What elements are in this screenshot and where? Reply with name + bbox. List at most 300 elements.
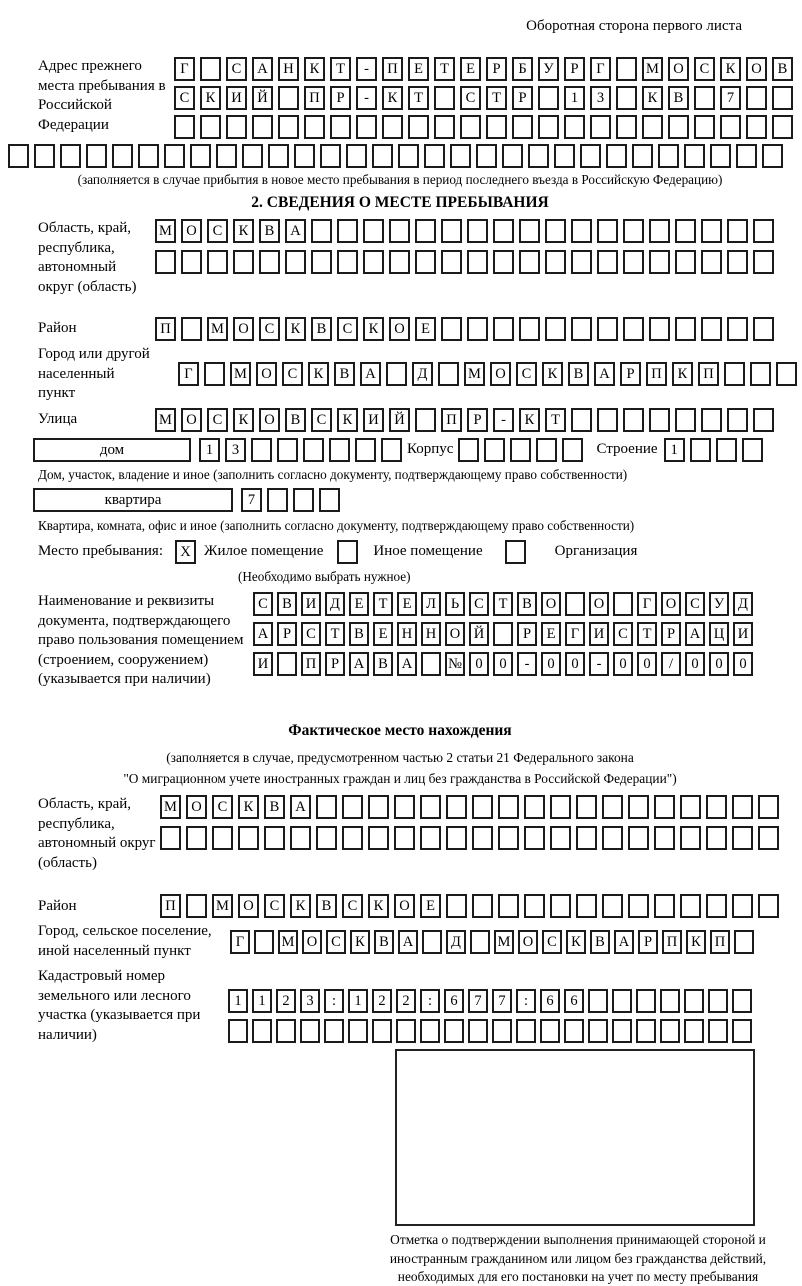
char-cell[interactable] — [316, 795, 337, 819]
char-cell[interactable]: Р — [486, 57, 507, 81]
char-cell[interactable]: С — [301, 622, 321, 646]
char-cell[interactable]: М — [160, 795, 181, 819]
char-cell[interactable] — [538, 86, 559, 110]
char-cell[interactable]: Р — [277, 622, 297, 646]
char-cell[interactable] — [660, 1019, 680, 1043]
char-cell[interactable]: 7 — [492, 989, 512, 1013]
char-cell[interactable]: И — [363, 408, 384, 432]
char-cell[interactable] — [468, 1019, 488, 1043]
char-cell[interactable]: С — [207, 408, 228, 432]
char-cell[interactable]: И — [589, 622, 609, 646]
char-cell[interactable] — [382, 115, 403, 139]
char-cell[interactable] — [112, 144, 133, 168]
char-cell[interactable] — [727, 317, 748, 341]
char-cell[interactable] — [613, 592, 633, 616]
char-cell[interactable]: В — [277, 592, 297, 616]
char-cell[interactable]: Д — [446, 930, 466, 954]
char-cell[interactable] — [372, 1019, 392, 1043]
char-cell[interactable] — [441, 317, 462, 341]
char-cell[interactable] — [138, 144, 159, 168]
char-cell[interactable]: М — [464, 362, 485, 386]
char-cell[interactable] — [278, 115, 299, 139]
char-cell[interactable] — [571, 408, 592, 432]
char-cell[interactable] — [60, 144, 81, 168]
char-cell[interactable]: 6 — [540, 989, 560, 1013]
char-cell[interactable] — [320, 144, 341, 168]
char-cell[interactable] — [446, 826, 467, 850]
char-cell[interactable] — [545, 250, 566, 274]
char-cell[interactable] — [724, 362, 745, 386]
char-cell[interactable]: О — [259, 408, 280, 432]
char-cell[interactable]: М — [642, 57, 663, 81]
char-cell[interactable]: М — [155, 408, 176, 432]
char-cell[interactable] — [278, 86, 299, 110]
char-cell[interactable]: О — [302, 930, 322, 954]
char-cell[interactable]: А — [614, 930, 634, 954]
char-cell[interactable]: Й — [389, 408, 410, 432]
char-cell[interactable]: В — [316, 894, 337, 918]
char-cell[interactable] — [623, 219, 644, 243]
char-cell[interactable] — [492, 1019, 512, 1043]
char-cell[interactable]: 3 — [590, 86, 611, 110]
char-cell[interactable]: П — [382, 57, 403, 81]
char-cell[interactable]: - — [589, 652, 609, 676]
char-cell[interactable] — [356, 115, 377, 139]
char-cell[interactable]: К — [672, 362, 693, 386]
char-cell[interactable] — [602, 826, 623, 850]
char-cell[interactable] — [290, 826, 311, 850]
char-cell[interactable]: Р — [638, 930, 658, 954]
char-cell[interactable] — [706, 826, 727, 850]
char-cell[interactable] — [623, 408, 644, 432]
char-cell[interactable] — [654, 826, 675, 850]
char-cell[interactable]: А — [398, 930, 418, 954]
char-cell[interactable]: К — [519, 408, 540, 432]
char-cell[interactable] — [776, 362, 797, 386]
char-cell[interactable]: В — [374, 930, 394, 954]
char-cell[interactable]: С — [516, 362, 537, 386]
char-cell[interactable]: № — [445, 652, 465, 676]
char-cell[interactable] — [422, 930, 442, 954]
char-cell[interactable] — [493, 317, 514, 341]
char-cell[interactable] — [616, 57, 637, 81]
char-cell[interactable]: А — [360, 362, 381, 386]
char-cell[interactable]: 0 — [613, 652, 633, 676]
char-cell[interactable] — [470, 930, 490, 954]
char-cell[interactable]: С — [226, 57, 247, 81]
char-cell[interactable] — [34, 144, 55, 168]
char-cell[interactable]: Т — [486, 86, 507, 110]
char-cell[interactable] — [226, 115, 247, 139]
char-cell[interactable]: О — [394, 894, 415, 918]
char-cell[interactable]: 1 — [199, 438, 220, 462]
char-cell[interactable] — [186, 826, 207, 850]
char-cell[interactable]: Е — [460, 57, 481, 81]
char-cell[interactable] — [576, 795, 597, 819]
char-cell[interactable]: Р — [620, 362, 641, 386]
char-cell[interactable] — [708, 1019, 728, 1043]
char-cell[interactable] — [588, 1019, 608, 1043]
char-cell[interactable]: С — [212, 795, 233, 819]
char-cell[interactable]: В — [668, 86, 689, 110]
char-cell[interactable]: 2 — [396, 989, 416, 1013]
char-cell[interactable]: Е — [349, 592, 369, 616]
char-cell[interactable]: С — [174, 86, 195, 110]
char-cell[interactable] — [649, 317, 670, 341]
char-cell[interactable]: - — [517, 652, 537, 676]
char-cell[interactable] — [753, 408, 774, 432]
char-cell[interactable] — [680, 894, 701, 918]
char-cell[interactable]: И — [226, 86, 247, 110]
char-cell[interactable] — [300, 1019, 320, 1043]
char-cell[interactable]: 0 — [565, 652, 585, 676]
char-cell[interactable]: Д — [412, 362, 433, 386]
char-cell[interactable] — [727, 219, 748, 243]
char-cell[interactable]: 7 — [468, 989, 488, 1013]
char-cell[interactable] — [441, 219, 462, 243]
char-cell[interactable] — [720, 115, 741, 139]
char-cell[interactable] — [580, 144, 601, 168]
char-cell[interactable]: Т — [493, 592, 513, 616]
char-cell[interactable] — [571, 317, 592, 341]
char-cell[interactable] — [472, 826, 493, 850]
char-cell[interactable] — [694, 86, 715, 110]
char-cell[interactable]: А — [349, 652, 369, 676]
char-cell[interactable]: В — [311, 317, 332, 341]
char-cell[interactable] — [758, 826, 779, 850]
char-cell[interactable] — [675, 408, 696, 432]
char-cell[interactable]: В — [568, 362, 589, 386]
char-cell[interactable]: А — [594, 362, 615, 386]
char-cell[interactable] — [355, 438, 376, 462]
char-cell[interactable]: С — [542, 930, 562, 954]
char-cell[interactable] — [545, 317, 566, 341]
char-cell[interactable]: О — [746, 57, 767, 81]
char-cell[interactable]: К — [720, 57, 741, 81]
char-cell[interactable] — [519, 219, 540, 243]
char-cell[interactable] — [636, 1019, 656, 1043]
char-cell[interactable] — [342, 795, 363, 819]
char-cell[interactable]: Т — [434, 57, 455, 81]
char-cell[interactable] — [200, 57, 221, 81]
char-cell[interactable] — [329, 438, 350, 462]
char-cell[interactable]: Р — [512, 86, 533, 110]
char-cell[interactable]: - — [356, 57, 377, 81]
char-cell[interactable]: О — [181, 219, 202, 243]
char-cell[interactable]: К — [542, 362, 563, 386]
char-cell[interactable]: К — [337, 408, 358, 432]
char-cell[interactable] — [498, 795, 519, 819]
char-cell[interactable] — [694, 115, 715, 139]
char-cell[interactable]: О — [445, 622, 465, 646]
char-cell[interactable]: Р — [564, 57, 585, 81]
char-cell[interactable]: О — [181, 408, 202, 432]
char-cell[interactable] — [337, 250, 358, 274]
char-cell[interactable]: 0 — [709, 652, 729, 676]
char-cell[interactable] — [460, 115, 481, 139]
char-cell[interactable] — [649, 219, 670, 243]
char-cell[interactable]: Й — [469, 622, 489, 646]
checkbox-residential[interactable]: X — [175, 540, 196, 564]
char-cell[interactable] — [628, 894, 649, 918]
char-cell[interactable] — [538, 115, 559, 139]
char-cell[interactable] — [438, 362, 459, 386]
char-cell[interactable]: Г — [565, 622, 585, 646]
char-cell[interactable]: Ь — [445, 592, 465, 616]
char-cell[interactable] — [753, 219, 774, 243]
char-cell[interactable]: / — [661, 652, 681, 676]
char-cell[interactable] — [363, 250, 384, 274]
char-cell[interactable] — [493, 219, 514, 243]
char-cell[interactable]: 6 — [444, 989, 464, 1013]
char-cell[interactable]: С — [469, 592, 489, 616]
char-cell[interactable]: Г — [637, 592, 657, 616]
char-cell[interactable] — [746, 115, 767, 139]
char-cell[interactable] — [675, 219, 696, 243]
char-cell[interactable]: Е — [415, 317, 436, 341]
char-cell[interactable]: 1 — [228, 989, 248, 1013]
char-cell[interactable]: К — [285, 317, 306, 341]
char-cell[interactable] — [654, 894, 675, 918]
char-cell[interactable]: 7 — [241, 488, 262, 512]
char-cell[interactable] — [680, 826, 701, 850]
char-cell[interactable] — [493, 622, 513, 646]
char-cell[interactable]: Й — [252, 86, 273, 110]
char-cell[interactable]: 0 — [469, 652, 489, 676]
char-cell[interactable]: М — [230, 362, 251, 386]
char-cell[interactable]: - — [356, 86, 377, 110]
char-cell[interactable]: С — [342, 894, 363, 918]
char-cell[interactable]: О — [541, 592, 561, 616]
char-cell[interactable]: М — [278, 930, 298, 954]
char-cell[interactable] — [649, 408, 670, 432]
char-cell[interactable] — [372, 144, 393, 168]
char-cell[interactable]: 1 — [664, 438, 685, 462]
char-cell[interactable]: В — [517, 592, 537, 616]
char-cell[interactable] — [701, 219, 722, 243]
char-cell[interactable]: Ц — [709, 622, 729, 646]
char-cell[interactable] — [398, 144, 419, 168]
char-cell[interactable]: Т — [330, 57, 351, 81]
char-cell[interactable] — [190, 144, 211, 168]
char-cell[interactable]: О — [389, 317, 410, 341]
char-cell[interactable] — [164, 144, 185, 168]
char-cell[interactable] — [758, 894, 779, 918]
char-cell[interactable]: М — [494, 930, 514, 954]
char-cell[interactable]: 0 — [685, 652, 705, 676]
char-cell[interactable] — [732, 795, 753, 819]
char-cell[interactable]: В — [373, 652, 393, 676]
char-cell[interactable] — [294, 144, 315, 168]
char-cell[interactable]: В — [259, 219, 280, 243]
char-cell[interactable] — [732, 989, 752, 1013]
char-cell[interactable]: С — [694, 57, 715, 81]
char-cell[interactable]: К — [304, 57, 325, 81]
char-cell[interactable]: А — [397, 652, 417, 676]
char-cell[interactable] — [736, 144, 757, 168]
char-cell[interactable]: 1 — [564, 86, 585, 110]
char-cell[interactable] — [324, 1019, 344, 1043]
char-cell[interactable]: К — [566, 930, 586, 954]
char-cell[interactable]: К — [200, 86, 221, 110]
char-cell[interactable] — [207, 250, 228, 274]
char-cell[interactable] — [602, 894, 623, 918]
char-cell[interactable] — [446, 894, 467, 918]
char-cell[interactable]: Р — [330, 86, 351, 110]
char-cell[interactable] — [690, 438, 711, 462]
char-cell[interactable] — [484, 438, 505, 462]
char-cell[interactable]: К — [382, 86, 403, 110]
char-cell[interactable]: П — [698, 362, 719, 386]
char-cell[interactable]: О — [238, 894, 259, 918]
char-cell[interactable] — [267, 488, 288, 512]
char-cell[interactable] — [472, 894, 493, 918]
char-cell[interactable] — [550, 894, 571, 918]
char-cell[interactable] — [420, 795, 441, 819]
char-cell[interactable] — [486, 115, 507, 139]
char-cell[interactable]: 2 — [276, 989, 296, 1013]
char-cell[interactable]: 6 — [564, 989, 584, 1013]
char-cell[interactable] — [415, 219, 436, 243]
char-cell[interactable] — [450, 144, 471, 168]
char-cell[interactable] — [212, 826, 233, 850]
char-cell[interactable]: К — [363, 317, 384, 341]
char-cell[interactable] — [772, 86, 793, 110]
char-cell[interactable]: Р — [325, 652, 345, 676]
char-cell[interactable]: 1 — [348, 989, 368, 1013]
char-cell[interactable] — [623, 250, 644, 274]
char-cell[interactable]: 0 — [493, 652, 513, 676]
char-cell[interactable] — [316, 826, 337, 850]
char-cell[interactable] — [415, 250, 436, 274]
char-cell[interactable] — [155, 250, 176, 274]
char-cell[interactable] — [408, 115, 429, 139]
char-cell[interactable] — [512, 115, 533, 139]
char-cell[interactable] — [588, 989, 608, 1013]
char-cell[interactable]: О — [668, 57, 689, 81]
char-cell[interactable]: П — [304, 86, 325, 110]
char-cell[interactable] — [472, 795, 493, 819]
char-cell[interactable] — [524, 894, 545, 918]
char-cell[interactable] — [565, 592, 585, 616]
char-cell[interactable]: К — [368, 894, 389, 918]
char-cell[interactable] — [516, 1019, 536, 1043]
char-cell[interactable] — [204, 362, 225, 386]
char-cell[interactable] — [727, 250, 748, 274]
char-cell[interactable]: К — [686, 930, 706, 954]
char-cell[interactable] — [597, 219, 618, 243]
char-cell[interactable]: Р — [517, 622, 537, 646]
char-cell[interactable] — [710, 144, 731, 168]
char-cell[interactable]: Н — [421, 622, 441, 646]
char-cell[interactable] — [684, 144, 705, 168]
char-cell[interactable]: Т — [408, 86, 429, 110]
char-cell[interactable] — [238, 826, 259, 850]
char-cell[interactable]: : — [420, 989, 440, 1013]
char-cell[interactable]: И — [301, 592, 321, 616]
char-cell[interactable]: О — [661, 592, 681, 616]
char-cell[interactable] — [675, 250, 696, 274]
char-cell[interactable]: Л — [421, 592, 441, 616]
char-cell[interactable]: А — [290, 795, 311, 819]
char-cell[interactable]: П — [662, 930, 682, 954]
char-cell[interactable]: 3 — [225, 438, 246, 462]
char-cell[interactable] — [276, 1019, 296, 1043]
char-cell[interactable]: М — [212, 894, 233, 918]
char-cell[interactable]: И — [253, 652, 273, 676]
char-cell[interactable]: Н — [397, 622, 417, 646]
char-cell[interactable]: Р — [467, 408, 488, 432]
char-cell[interactable] — [753, 317, 774, 341]
char-cell[interactable]: Т — [637, 622, 657, 646]
char-cell[interactable]: К — [290, 894, 311, 918]
char-cell[interactable] — [446, 795, 467, 819]
char-cell[interactable] — [536, 438, 557, 462]
char-cell[interactable]: О — [233, 317, 254, 341]
char-cell[interactable]: О — [186, 795, 207, 819]
char-cell[interactable] — [597, 317, 618, 341]
char-cell[interactable] — [684, 989, 704, 1013]
char-cell[interactable]: С — [460, 86, 481, 110]
char-cell[interactable] — [348, 1019, 368, 1043]
char-cell[interactable] — [396, 1019, 416, 1043]
char-cell[interactable] — [311, 250, 332, 274]
char-cell[interactable] — [330, 115, 351, 139]
char-cell[interactable] — [389, 250, 410, 274]
char-cell[interactable]: Т — [373, 592, 393, 616]
char-cell[interactable] — [319, 488, 340, 512]
char-cell[interactable] — [363, 219, 384, 243]
char-cell[interactable]: М — [207, 317, 228, 341]
char-cell[interactable] — [467, 317, 488, 341]
char-cell[interactable] — [444, 1019, 464, 1043]
char-cell[interactable] — [658, 144, 679, 168]
char-cell[interactable]: А — [252, 57, 273, 81]
char-cell[interactable]: 1 — [252, 989, 272, 1013]
char-cell[interactable] — [623, 317, 644, 341]
char-cell[interactable]: К — [233, 219, 254, 243]
char-cell[interactable]: 3 — [300, 989, 320, 1013]
char-cell[interactable] — [233, 250, 254, 274]
char-cell[interactable]: П — [155, 317, 176, 341]
char-cell[interactable] — [259, 250, 280, 274]
char-cell[interactable] — [746, 86, 767, 110]
char-cell[interactable] — [612, 989, 632, 1013]
char-cell[interactable]: А — [253, 622, 273, 646]
char-cell[interactable]: К — [233, 408, 254, 432]
char-cell[interactable] — [394, 795, 415, 819]
char-cell[interactable] — [502, 144, 523, 168]
char-cell[interactable]: Д — [733, 592, 753, 616]
char-cell[interactable]: К — [308, 362, 329, 386]
char-cell[interactable]: П — [301, 652, 321, 676]
char-cell[interactable]: Е — [408, 57, 429, 81]
char-cell[interactable] — [277, 438, 298, 462]
char-cell[interactable]: С — [326, 930, 346, 954]
char-cell[interactable] — [285, 250, 306, 274]
char-cell[interactable]: 0 — [541, 652, 561, 676]
char-cell[interactable]: С — [207, 219, 228, 243]
char-cell[interactable]: 2 — [372, 989, 392, 1013]
char-cell[interactable] — [649, 250, 670, 274]
char-cell[interactable] — [434, 115, 455, 139]
char-cell[interactable] — [616, 115, 637, 139]
char-cell[interactable] — [616, 86, 637, 110]
char-cell[interactable]: П — [441, 408, 462, 432]
char-cell[interactable] — [750, 362, 771, 386]
char-cell[interactable] — [86, 144, 107, 168]
char-cell[interactable]: П — [160, 894, 181, 918]
